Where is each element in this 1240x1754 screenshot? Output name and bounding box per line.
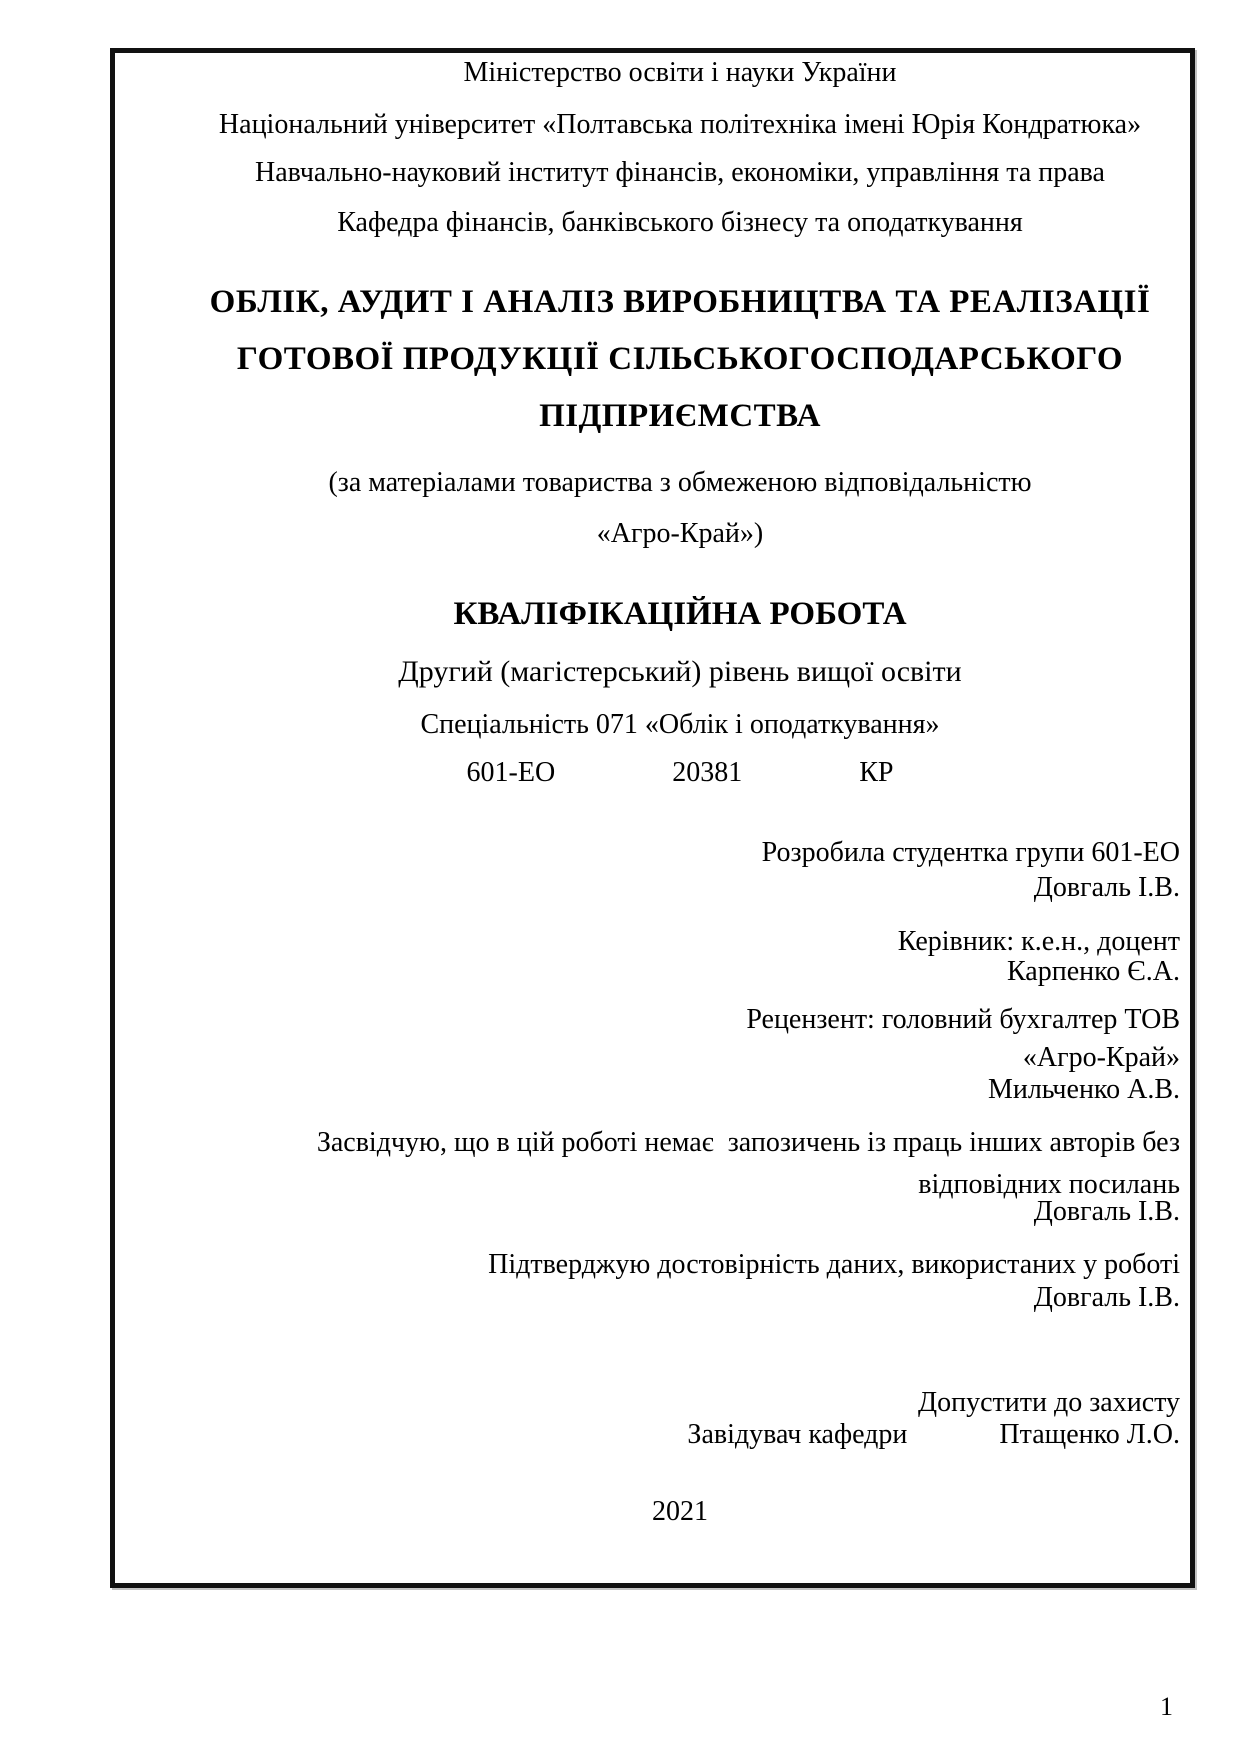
no-plagiarism-line-1: Засвідчую, що в цій роботі немає запозичень із праць інших авторів без xyxy=(316,1127,1180,1158)
reviewer-line: Рецензент: головний бухгалтер ТОВ xyxy=(746,1004,1180,1035)
department-line: Кафедра фінансів, банківського бізнесу та оподаткування xyxy=(337,207,1023,238)
data-validity-line: Підтверджую достовірність даних, використаних у роботі xyxy=(488,1249,1180,1280)
education-level: Другий (магістерський) рівень вищої освіти xyxy=(398,655,962,688)
reviewer-company: «Агро-Край» xyxy=(1022,1042,1180,1073)
ministry-line: Міністерство освіти і науки України xyxy=(463,57,897,88)
department-head-label: Завідувач кафедри xyxy=(687,1419,908,1450)
approval-row xyxy=(180,1419,1180,1451)
thesis-title-line-1: ОБЛІК, АУДИТ І АНАЛІЗ ВИРОБНИЦТВА ТА РЕАЛІЗАЦІЇ xyxy=(209,284,1151,320)
department-head-name: Птащенко Л.О. xyxy=(999,1419,1180,1450)
work-type-heading: КВАЛІФІКАЦІЙНА РОБОТА xyxy=(453,596,907,632)
title-page-border xyxy=(110,48,1195,1588)
developer-line: Розробила студентка групи 601-ЕО xyxy=(761,837,1180,868)
group-code: 601-ЕО xyxy=(466,757,556,788)
work-code: КР xyxy=(859,757,894,788)
thesis-title-line-3: ПІДПРИЄМСТВА xyxy=(539,398,821,434)
speciality-line: Спеціальність 071 «Облік і оподаткування» xyxy=(420,709,940,740)
institute-line: Навчально-науковий інститут фінансів, економіки, управління та права xyxy=(255,157,1105,188)
thesis-subtitle-line-1: (за матеріалами товариства з обмеженою відповідальністю xyxy=(328,467,1032,498)
record-code: 20381 xyxy=(672,757,743,788)
page-number: 1 xyxy=(1160,1692,1173,1721)
codes-row xyxy=(180,757,1180,789)
university-line: Національний університет «Полтавська політехніка імені Юрія Кондратюка» xyxy=(218,109,1142,140)
thesis-title-line-2: ГОТОВОЇ ПРОДУКЦІЇ СІЛЬСЬКОГОСПОДАРСЬКОГО xyxy=(236,341,1124,377)
no-plagiarism-signature: Довгаль І.В. xyxy=(1033,1196,1180,1227)
data-validity-signature: Довгаль І.В. xyxy=(1033,1282,1180,1313)
reviewer-name: Мильченко А.В. xyxy=(987,1074,1180,1105)
year-line: 2021 xyxy=(652,1496,708,1527)
developer-name: Довгаль І.В. xyxy=(1033,872,1180,903)
supervisor-line: Керівник: к.е.н., доцент xyxy=(897,926,1180,957)
no-plagiarism-line-2: відповідних посилань xyxy=(918,1169,1180,1200)
supervisor-name: Карпенко Є.А. xyxy=(1006,956,1180,987)
thesis-subtitle-line-2: «Агро-Край») xyxy=(596,518,764,549)
permit-line: Допустити до захисту xyxy=(918,1387,1180,1418)
